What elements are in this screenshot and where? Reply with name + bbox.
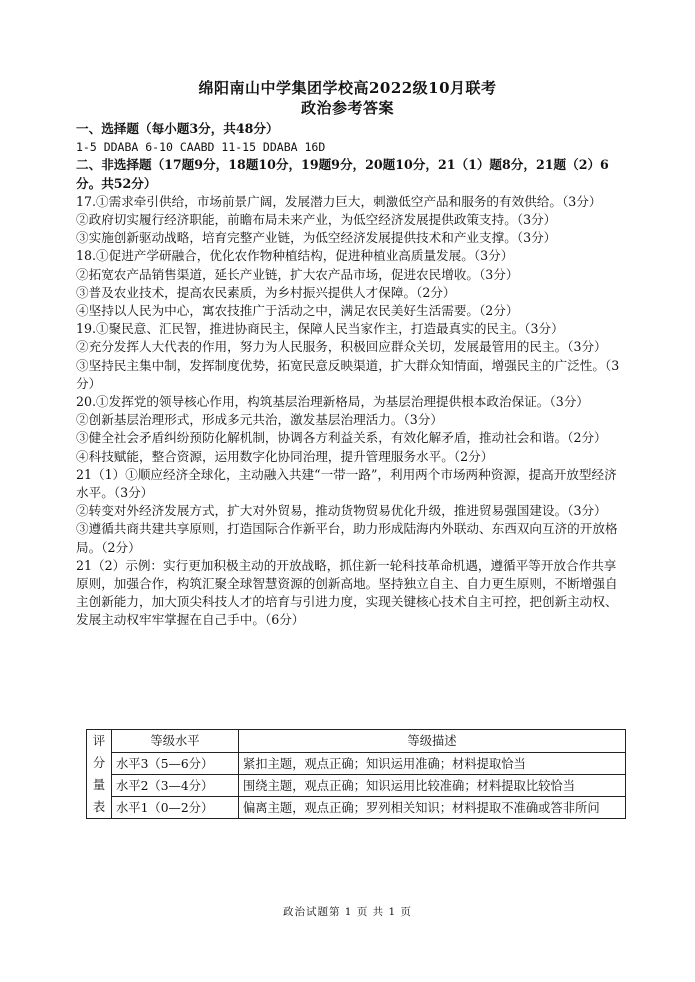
answer-line: ④科技赋能，整合资源，运用数字化协同治理，提升管理服务水平。（2分） [76, 448, 494, 464]
rubric-table [86, 729, 626, 819]
answer-line: 19.①聚民意、汇民智，推进协商民主，保障人民当家作主，打造最真实的民主。（3分） [76, 321, 564, 337]
answer-line: 21（2）示例：实行更加积极主动的开放战略，抓住新一轮科技革命机遇，遵循平等开放合作共享原则，加强合作，构筑汇聚全球智慧资源的创新高地。坚持独立自主、自力更生原则，不断增强自主创新能力，加大顶尖科技人才的培育与引进力度，实现关键核心技术自主可控，把创新主动权、发展主动权牢牢掌握在自己手中。（6分） [76, 557, 618, 628]
answer-line: ③普及农业技术，提高农民素质，为乡村振兴提供人才保障。（2分） [76, 284, 456, 300]
choice-section-heading: 一、选择题（每小题3分，共48分） [76, 121, 279, 136]
rubric-level: 水平1（0—2分） [112, 797, 239, 819]
choice-answers: 1-5 DDABA 6-10 CAABD 11-15 DDABA 16D [76, 140, 326, 155]
rubric-desc: 围绕主题，观点正确；知识运用比较准确；材料提取比较恰当 [239, 775, 626, 797]
answer-line: ②政府切实履行经济职能，前瞻布局未来产业，为低空经济发展提供政策支持。（3分） [76, 212, 557, 228]
rubric-desc: 偏离主题，观点正确；罗列相关知识；材料提取不准确或答非所问 [239, 797, 626, 819]
rubric-row [87, 753, 626, 775]
answer-line: ③坚持民主集中制，发挥制度优势，拓宽民意反映渠道，扩大群众知情面，增强民主的广泛性。（3分） [76, 357, 620, 391]
rubric-row [87, 775, 626, 797]
answer-line: 20.①发挥党的领导核心作用，构筑基层治理新格局，为基层治理提供根本政治保证。（3分） [76, 394, 589, 410]
answer-line: ④坚持以人民为中心，寓农技推广于活动之中，满足农民美好生活需要。（2分） [76, 303, 519, 319]
answer-line: ③实施创新驱动战略，培育完整产业链，为低空经济发展提供技术和产业支撑。（3分） [76, 230, 557, 246]
answer-line: ③健全社会矛盾纠纷预防化解机制，协调各方利益关系，有效化解矛盾，推动社会和谐。（2分） [76, 430, 607, 446]
rubric-row-label [87, 730, 112, 819]
rubric-level: 水平2（3—4分） [112, 775, 239, 797]
document-subtitle: 政治参考答案 [300, 99, 394, 117]
essay-section-heading: 二、非选择题（17题9分，18题10分，19题9分，20题10分，21（1）题8分，21题（2）6分。共52分） [76, 157, 609, 191]
answer-line: 17.①需求牵引供给，市场前景广阔，发展潜力巨大，刺激低空产品和服务的有效供给。（3分） [76, 193, 602, 209]
rubric-header-row [87, 730, 626, 753]
answer-line: ②转变对外经济发展方式，扩大对外贸易，推动货物贸易优化升级，推进贸易强国建设。（3分） [76, 503, 607, 519]
document-title: 绵阳南山中学集团学校高2022级10月联考 [198, 79, 497, 97]
rubric-level: 水平3（5—6分） [112, 753, 239, 775]
page-footer: 政治试题第 1 页 共 1 页 [282, 906, 413, 918]
answer-line: ③遵循共商共建共享原则，打造国际合作新平台，助力形成陆海内外联动、东西双向互济的开放格局。（2分） [76, 521, 618, 555]
rubric-row [87, 797, 626, 819]
answer-line: ②创新基层治理形式，形成多元共治，激发基层治理活力。（3分） [76, 412, 443, 428]
answer-content [76, 120, 624, 630]
answer-line: ②拓宽农产品销售渠道，延长产业链，扩大农产品市场，促进农民增收。（3分） [76, 266, 519, 282]
answer-line: 18.①促进产学研融合，优化农作物种植结构，促进种植业高质量发展。（3分） [76, 248, 514, 264]
rubric-label-text: 评分量表 [92, 734, 106, 814]
rubric-desc-header: 等级描述 [239, 730, 626, 753]
rubric-level-header: 等级水平 [112, 730, 239, 753]
answer-line: 21（1）①顺应经济全球化，主动融入共建“一带一路”，利用两个市场两种资源，提高开放型经济水平。（3分） [76, 466, 617, 501]
rubric-desc: 紧扣主题，观点正确；知识运用准确；材料提取恰当 [239, 753, 626, 775]
answer-line: ②充分发挥人大代表的作用，努力为人民服务，积极回应群众关切，发展最管用的民主。（3分） [76, 339, 607, 355]
